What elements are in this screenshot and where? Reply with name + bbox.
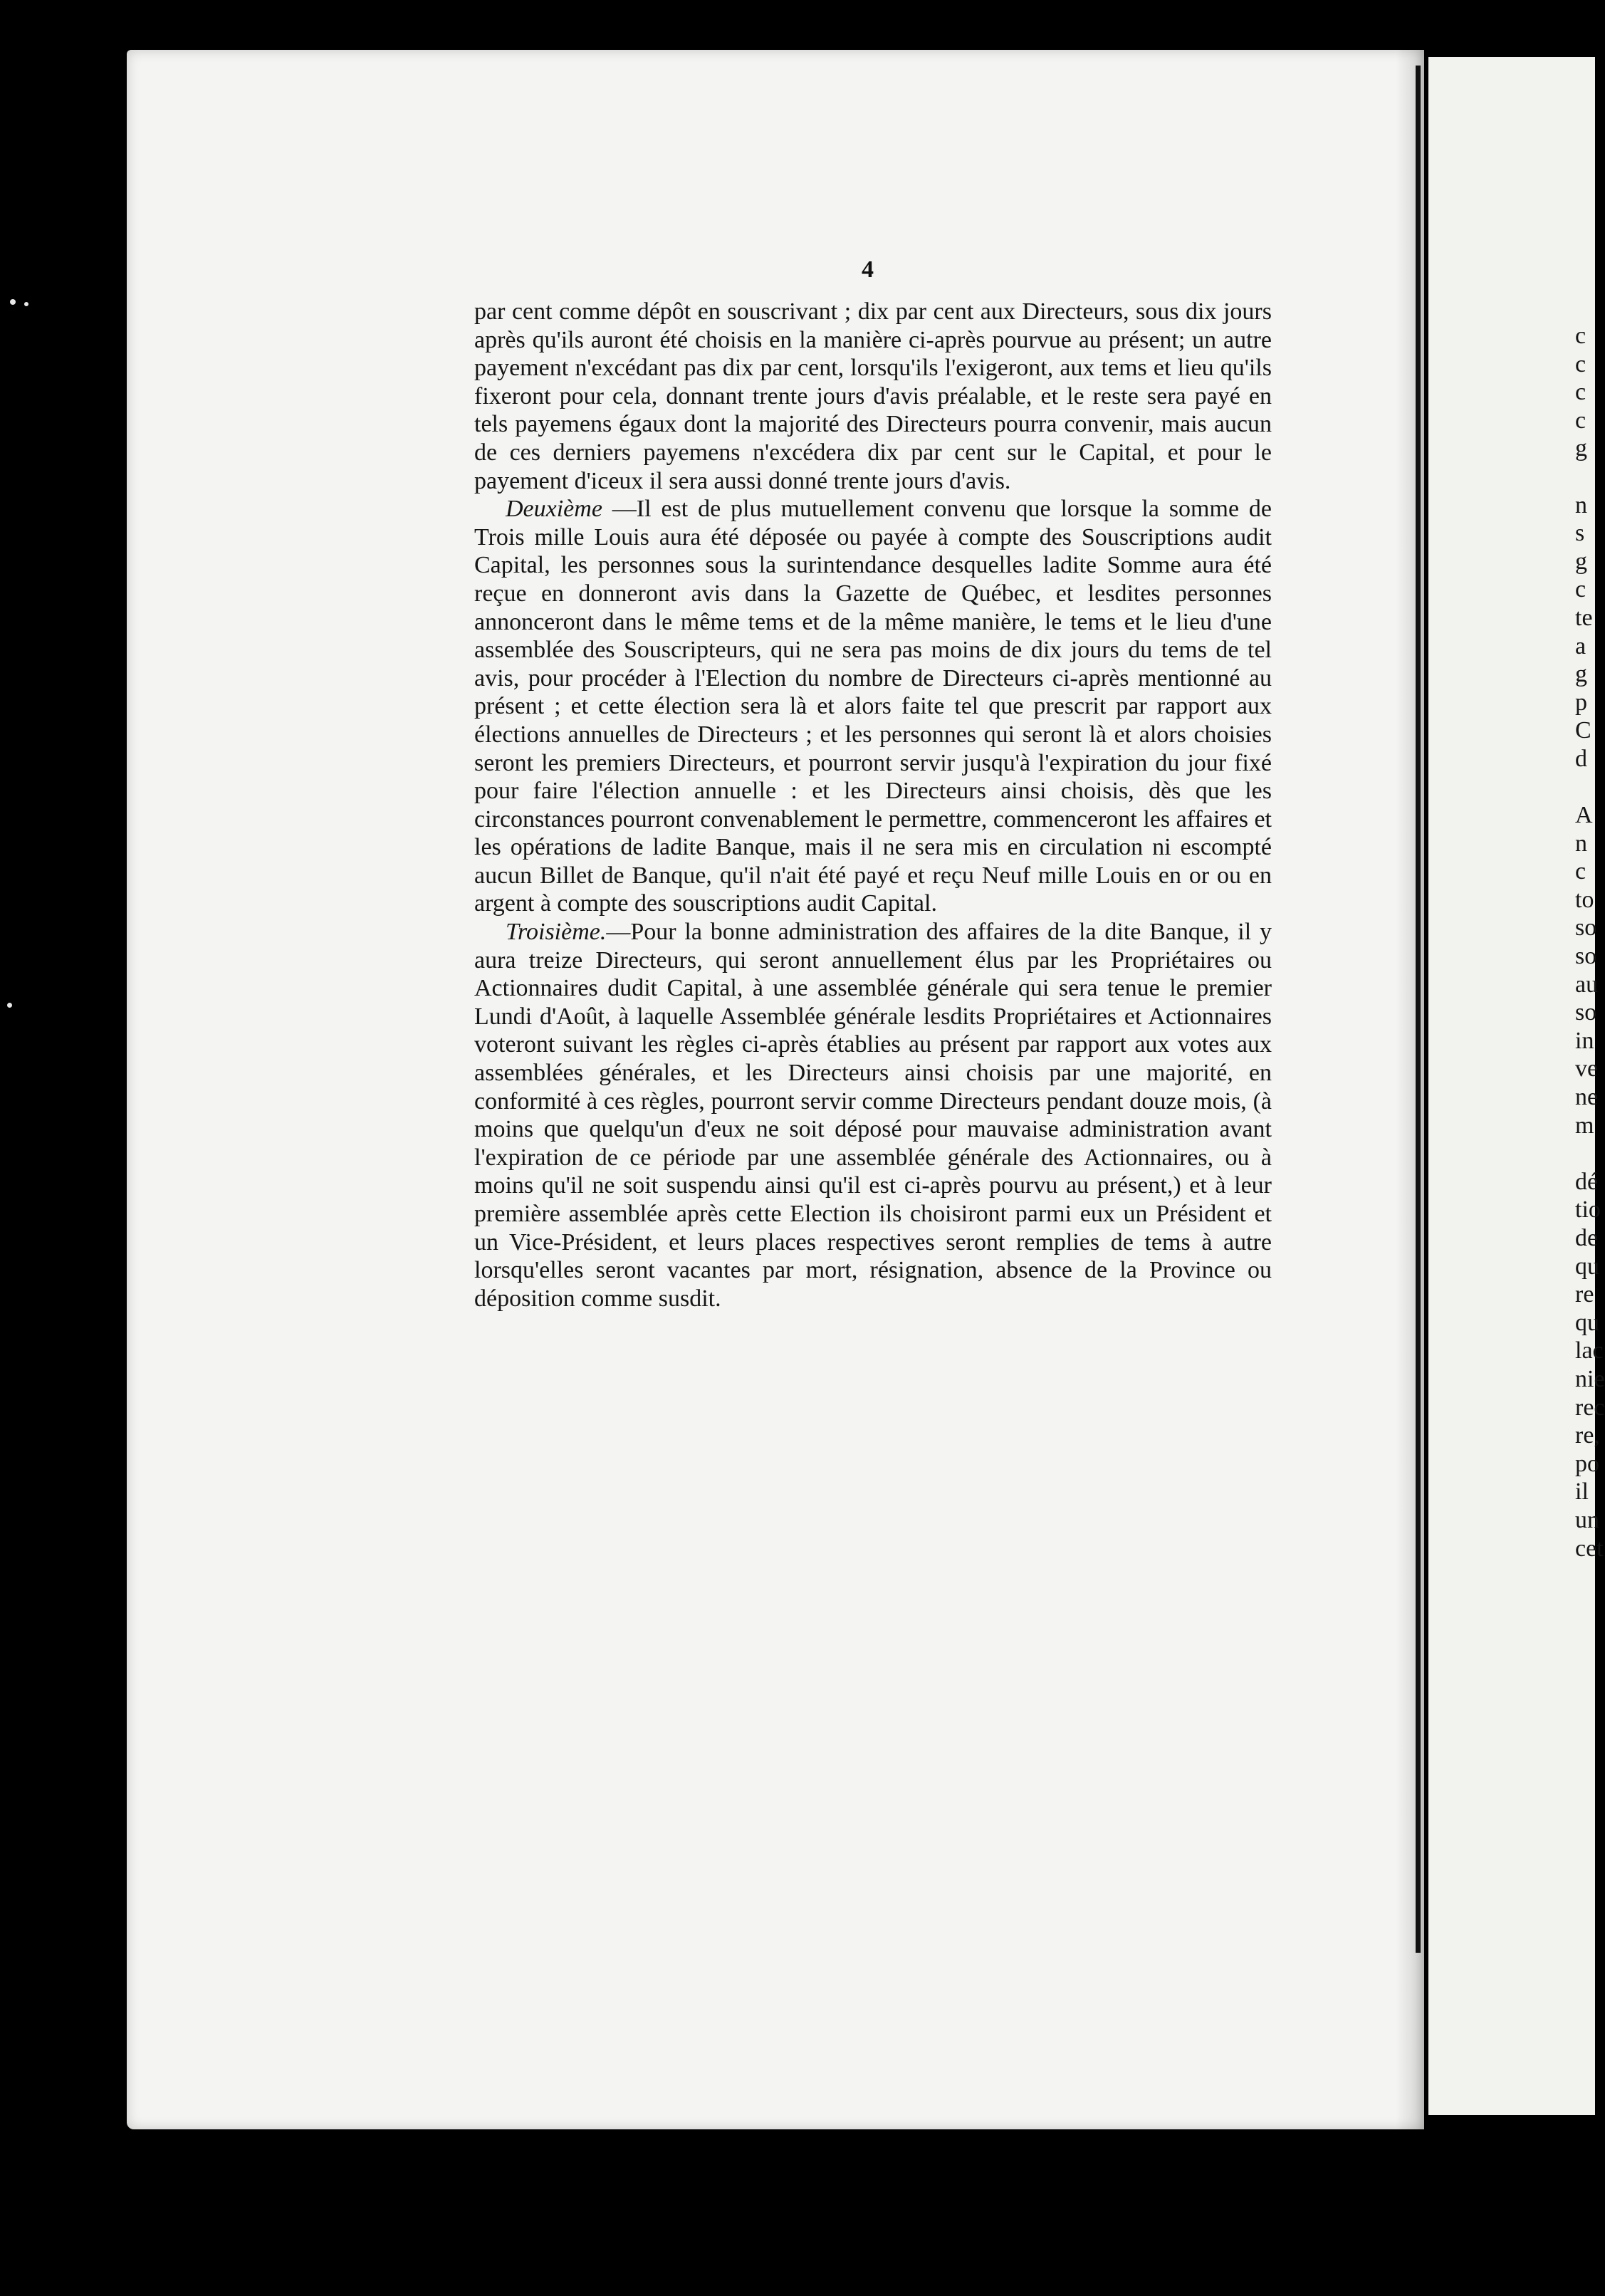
facing-page-fragment: a [1575, 632, 1586, 659]
page-gutter-shadow [1396, 50, 1428, 2129]
facing-page-fragment: n [1575, 491, 1587, 518]
facing-page-fragment: g [1575, 548, 1587, 575]
facing-page-text [1575, 322, 1605, 1562]
facing-page-fragment: un [1575, 1506, 1599, 1533]
page-number: 4 [862, 256, 874, 283]
facing-page-fragment: re, [1575, 1422, 1600, 1449]
paragraph-deuxieme [474, 495, 1272, 918]
facing-page-fragment: so [1575, 914, 1597, 941]
facing-page-fragment: rec [1575, 1394, 1605, 1421]
facing-page-fragment: to [1575, 886, 1594, 913]
facing-page-fragment [1575, 1139, 1605, 1168]
facing-page-fragment: c [1575, 858, 1586, 885]
facing-page-fragment: m [1575, 1112, 1594, 1139]
facing-page-fragment: qu [1575, 1309, 1599, 1336]
facing-page-fragment: c [1575, 576, 1586, 603]
facing-page-fragment: ve [1575, 1055, 1599, 1082]
paragraph-text: par cent comme dépôt en souscrivant ; dix par cent aux Directeurs, sous dix jours après qu'ils auront été choisis en la manière ci-après pourvue au présent; un autre payement n'excédant pas dix par cent, lorsqu'ils l'exigeront, aux tems et lieu qu'ils fixeront pour cela, donnant trente jours d'avis préalable, et le reste sera payé en tels payemens égaux dont la majorité des Directeurs pourra convenir, mais aucun de ces derniers payemens n'excédera dix par cent sur le Capital, et pour le payement d'iceux il sera aussi donné trente jours d'avis. [474, 298, 1272, 494]
paragraph-troisieme [474, 918, 1272, 1313]
paragraph-continuation [474, 298, 1272, 495]
facing-page-fragment: po [1575, 1450, 1599, 1477]
facing-page-fragment: p [1575, 689, 1587, 716]
facing-page-fragment: C [1575, 717, 1591, 744]
scan-speck [24, 302, 28, 306]
facing-page-fragment: n [1575, 830, 1587, 857]
facing-page-fragment: ne [1575, 1084, 1599, 1111]
facing-page-fragment: re [1575, 1281, 1594, 1308]
facing-page-fragment: nie [1575, 1365, 1605, 1392]
facing-page-fragment: lac [1575, 1337, 1604, 1364]
facing-page [1428, 57, 1595, 2115]
facing-page-fragment: s [1575, 520, 1585, 547]
facing-page-fragment: cet [1575, 1535, 1604, 1562]
facing-page-fragment [1575, 463, 1605, 491]
paragraph-text: —Il est de plus mutuellement convenu que lorsque la somme de Trois mille Louis aura été déposée ou payée à compte des Souscriptions audit Capital, les personnes sous la surintendance desquelles ladite Somme aura été reçue en donneront avis dans la Gazette de Québec, et lesdites personnes annonceront dans le même tems et de la même manière, le tems et le lieu d'une assemblée des Souscripteurs, qui ne sera pas moins de dix jours du tems de tel avis, pour procéder à l'Election du nombre de Directeurs ci-après mentionné au présent ; et cette élection sera là et alors faite tel que prescrit par rapport aux élections annuelles de Directeurs ; et les personnes qui seront là et alors choisies seront les premiers Directeurs, et pourront servir jusqu'à l'expiration du jour fixé pour faire l'élection annuelle : et les Directeurs ainsi choisis, dès que les circonstances pourront convenablement le permettre, commenceront les affaires et les opérations de ladite Banque, mais il ne sera mis en circulation ni escompté aucun Billet de Banque, qu'il n'ait été payé et reçu Neuf mille Louis en or ou en argent à compte des souscriptions audit Capital. [474, 496, 1272, 917]
facing-page-fragment: A [1575, 802, 1593, 829]
scan-speck [10, 299, 16, 305]
paragraph-lead: Troisième. [506, 919, 607, 946]
paragraph-lead: Deuxième [506, 496, 602, 523]
scan-speck [7, 1003, 12, 1008]
body-text [474, 298, 1272, 1313]
paragraph-text: —Pour la bonne administration des affaires de la dite Banque, il y aura treize Directeurs, qui seront annuellement élus par les Propriétaires ou Actionnaires dudit Capital, à une assemblée générale qui sera tenue le premier Lundi d'Août, à laquelle Assemblée générale lesdits Propriétaires et Actionnaires voteront suivant les règles ci-après établies au présent par rapport aux votes aux assemblées générales, et les Directeurs ainsi choisis par une majorité, en conformité à ces règles, pourront servir comme Directeurs pendant douze mois, (à moins que quelqu'un d'eux ne soit déposé pour mauvaise administration avant l'expiration de ce période par une assemblée générale des Actionnaires, ou à moins qu'il ne soit suspendu ainsi qu'il est ci-après pourvu au présent,) et à leur première assemblée après cette Election ils choisiront parmi eux un Président et un Vice-Président, et leurs places respectives seront remplies de tems à autre lorsqu'elles seront vacantes par mort, résignation, absence de la Province ou déposition comme susdit. [474, 919, 1272, 1312]
facing-page-fragment: g [1575, 435, 1587, 462]
facing-page-fragment: au [1575, 971, 1599, 998]
facing-page-fragment: te [1575, 604, 1593, 631]
facing-page-fragment: c [1575, 323, 1586, 349]
facing-page-fragment: dé [1575, 1168, 1599, 1195]
facing-page-fragment: in [1575, 1027, 1594, 1054]
facing-page-fragment: so [1575, 999, 1597, 1026]
facing-page-fragment: il [1575, 1478, 1589, 1506]
facing-page-fragment: c [1575, 350, 1586, 377]
facing-page-fragment [1575, 773, 1605, 802]
facing-page-fragment: g [1575, 661, 1587, 688]
facing-page-fragment: c [1575, 379, 1586, 406]
facing-page-fragment: tio [1575, 1196, 1601, 1223]
gutter-line [1416, 66, 1421, 1953]
facing-page-fragment: so [1575, 943, 1597, 970]
facing-page-fragment: c [1575, 407, 1586, 434]
facing-page-fragment: d [1575, 745, 1587, 772]
facing-page-fragment: de [1575, 1225, 1599, 1251]
facing-page-fragment: qu [1575, 1253, 1599, 1280]
